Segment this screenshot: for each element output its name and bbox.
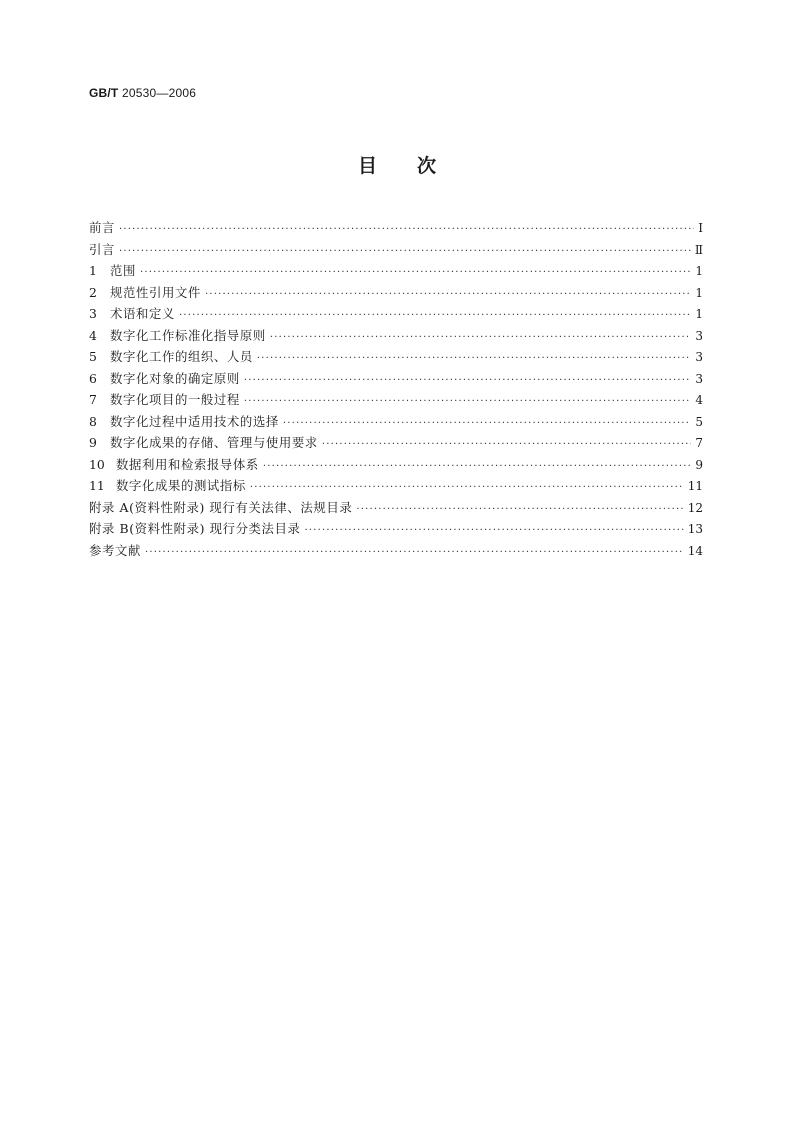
title-char-2: 次 bbox=[417, 155, 437, 177]
toc-entry[interactable] bbox=[89, 282, 703, 304]
toc-entry-page: 5 bbox=[695, 414, 703, 429]
toc-entry-label: 数字化项目的一般过程 bbox=[110, 392, 240, 407]
toc-leader-dots bbox=[263, 456, 691, 478]
toc-entry[interactable] bbox=[89, 475, 703, 497]
toc-leader-dots bbox=[179, 305, 691, 327]
toc-leader-dots bbox=[205, 284, 691, 306]
toc-leader-dots bbox=[283, 413, 691, 435]
toc-leader-dots bbox=[119, 219, 694, 241]
toc-entry[interactable] bbox=[89, 432, 703, 454]
toc-entry-number: 11 bbox=[89, 478, 105, 493]
toc-entry-page: 12 bbox=[687, 500, 703, 515]
toc-entry-page: 3 bbox=[695, 328, 703, 343]
toc-leader-dots bbox=[145, 542, 684, 564]
toc-entry-page: 13 bbox=[687, 522, 703, 536]
toc-entry-label: 数字化成果的存储、管理与使用要求 bbox=[110, 435, 318, 450]
toc-entry[interactable] bbox=[89, 239, 703, 261]
toc-entry-label: 数字化工作标准化指导原则 bbox=[110, 327, 266, 343]
toc-leader-dots bbox=[305, 520, 684, 542]
toc-entry-label: 附录 B(资料性附录) 现行分类法目录 bbox=[89, 521, 301, 536]
toc-leader-dots bbox=[140, 262, 691, 284]
toc-entry[interactable] bbox=[89, 540, 703, 562]
toc-entry[interactable] bbox=[89, 454, 703, 476]
toc-entry-label: 前言 bbox=[89, 220, 115, 235]
toc-leader-dots bbox=[257, 348, 691, 370]
toc-entry-number: 2 bbox=[89, 284, 97, 300]
standard-number: 20530—2006 bbox=[118, 86, 197, 100]
toc-leader-dots bbox=[270, 327, 691, 349]
toc-leader-dots bbox=[244, 391, 691, 413]
toc-entry-label: 术语和定义 bbox=[110, 306, 175, 321]
toc-entry[interactable] bbox=[89, 497, 703, 519]
toc-entry[interactable] bbox=[89, 346, 703, 368]
toc-entry[interactable] bbox=[89, 411, 703, 433]
toc-leader-dots bbox=[119, 241, 691, 263]
toc-entry-page: 11 bbox=[687, 479, 703, 493]
toc-entry-page: 4 bbox=[695, 393, 703, 407]
toc-entry-number: 5 bbox=[89, 349, 97, 364]
toc-entry[interactable] bbox=[89, 260, 703, 282]
toc-entry-number: 7 bbox=[89, 392, 97, 407]
toc-entry-page: 1 bbox=[695, 307, 703, 321]
toc-entry-label: 规范性引用文件 bbox=[110, 284, 201, 300]
toc-entry-label: 数字化成果的测试指标 bbox=[116, 478, 246, 493]
toc-entry-label: 数据利用和检索报导体系 bbox=[116, 456, 259, 472]
toc-entry[interactable] bbox=[89, 303, 703, 325]
toc-leader-dots bbox=[244, 370, 691, 392]
toc-entry-number: 10 bbox=[89, 456, 105, 472]
toc-entry-page: 3 bbox=[695, 371, 703, 386]
toc-entry-label: 数字化对象的确定原则 bbox=[110, 370, 240, 386]
toc-entry[interactable] bbox=[89, 368, 703, 390]
toc-entry[interactable] bbox=[89, 518, 703, 540]
toc-entry-number: 6 bbox=[89, 370, 97, 386]
document-header bbox=[89, 86, 196, 100]
toc-entry-page: Ⅰ bbox=[698, 221, 703, 235]
toc-entry-label: 范围 bbox=[110, 263, 136, 278]
toc-leader-dots bbox=[356, 499, 683, 521]
toc-entry-page: 7 bbox=[695, 436, 703, 450]
toc-entry-label: 引言 bbox=[89, 241, 115, 257]
toc-entry-label: 数字化过程中适用技术的选择 bbox=[110, 413, 279, 429]
toc-entry-label: 参考文献 bbox=[89, 542, 141, 558]
standard-prefix: GB/T bbox=[89, 86, 119, 100]
toc-entry[interactable] bbox=[89, 217, 703, 239]
toc-entry-page: Ⅱ bbox=[694, 242, 703, 257]
toc-entry[interactable] bbox=[89, 389, 703, 411]
toc-entry[interactable] bbox=[89, 325, 703, 347]
toc-leader-dots bbox=[322, 434, 692, 456]
toc-entry-page: 1 bbox=[695, 264, 703, 278]
toc-entry-number: 1 bbox=[89, 263, 97, 278]
toc-entry-page: 1 bbox=[695, 285, 703, 300]
toc-leader-dots bbox=[250, 477, 684, 499]
toc-entry-label: 附录 A(资料性附录) 现行有关法律、法规目录 bbox=[89, 499, 353, 515]
table-of-contents bbox=[89, 217, 703, 561]
toc-entry-page: 14 bbox=[687, 543, 703, 558]
toc-entry-number: 3 bbox=[89, 306, 97, 321]
toc-entry-page: 9 bbox=[695, 457, 703, 472]
toc-entry-number: 4 bbox=[89, 327, 97, 343]
title-char-1: 目 bbox=[357, 155, 377, 177]
toc-entry-page: 3 bbox=[695, 350, 703, 364]
toc-entry-number: 9 bbox=[89, 435, 97, 450]
toc-entry-label: 数字化工作的组织、人员 bbox=[110, 349, 253, 364]
page-title bbox=[0, 151, 794, 178]
toc-entry-number: 8 bbox=[89, 413, 97, 429]
